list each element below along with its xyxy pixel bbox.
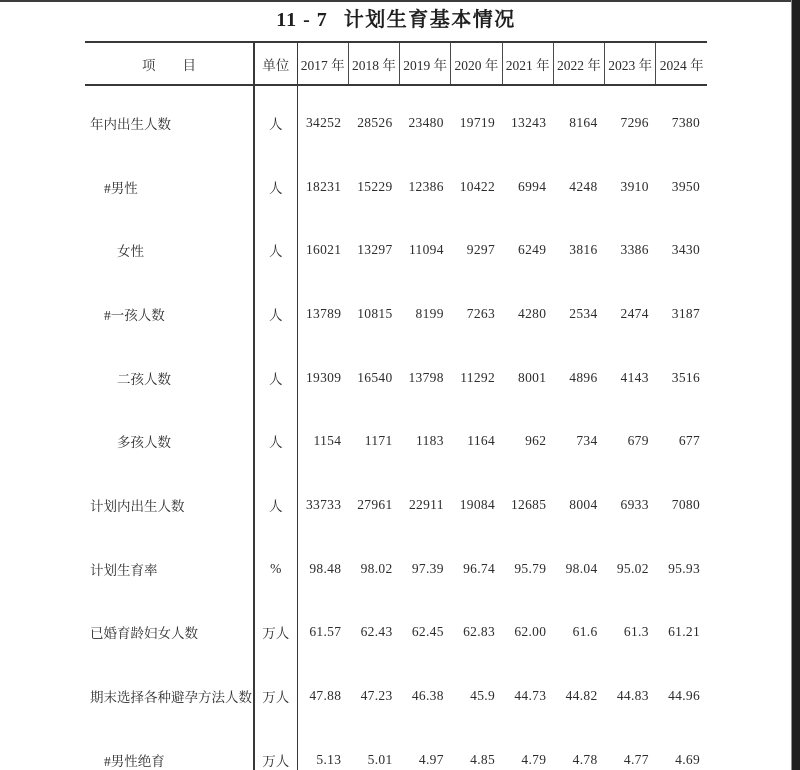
value-cell: 61.6 bbox=[572, 624, 598, 640]
value-cell: 16540 bbox=[357, 369, 393, 385]
value-cell: 7296 bbox=[620, 115, 649, 131]
table-number: 11 - 7 bbox=[276, 9, 328, 31]
table-row bbox=[85, 467, 707, 531]
value-cell: 15229 bbox=[357, 178, 393, 194]
row-unit-cell: 人 bbox=[254, 212, 297, 276]
value-cell: 96.74 bbox=[463, 560, 495, 576]
row-label-cell: 年内出生人数 bbox=[90, 117, 171, 133]
value-cell: 62.83 bbox=[463, 624, 495, 640]
table-title-text: 计划生育基本情况 bbox=[343, 9, 516, 31]
value-cell: 1164 bbox=[467, 433, 495, 449]
value-cell: 3430 bbox=[671, 242, 700, 258]
value-cell: 61.21 bbox=[668, 624, 700, 640]
row-unit-cell: % bbox=[254, 531, 297, 595]
statistics-table bbox=[85, 41, 707, 770]
scan-dark-edge bbox=[791, 0, 800, 770]
row-label-cell: 多孩人数 bbox=[117, 435, 171, 451]
row-label-cell: 女性 bbox=[117, 244, 144, 260]
value-cell: 98.02 bbox=[360, 560, 393, 576]
value-cell: 4.85 bbox=[470, 751, 495, 767]
value-cell: 18231 bbox=[306, 178, 342, 194]
value-cell: 3816 bbox=[569, 242, 598, 258]
value-cell: 7380 bbox=[671, 115, 700, 131]
value-cell: 27961 bbox=[357, 496, 393, 512]
value-cell: 6249 bbox=[518, 242, 547, 258]
row-unit-cell: 万人 bbox=[254, 658, 297, 722]
value-cell: 95.79 bbox=[514, 560, 547, 576]
value-cell: 34252 bbox=[306, 115, 342, 131]
value-cell: 98.48 bbox=[309, 560, 342, 576]
value-cell: 33733 bbox=[306, 496, 342, 512]
value-cell: 5.01 bbox=[367, 751, 393, 767]
row-unit-cell: 人 bbox=[254, 467, 297, 531]
col-header-year-2019: 2019 年 bbox=[400, 42, 451, 85]
value-cell: 19309 bbox=[306, 369, 342, 385]
value-cell: 10422 bbox=[459, 178, 495, 194]
value-cell: 4280 bbox=[518, 305, 547, 321]
row-label-cell: 计划内出生人数 bbox=[90, 498, 185, 514]
value-cell: 3516 bbox=[671, 369, 700, 385]
value-cell: 13243 bbox=[511, 115, 547, 131]
row-unit-cell: 人 bbox=[254, 340, 297, 404]
value-cell: 44.73 bbox=[514, 688, 547, 704]
value-cell: 7080 bbox=[671, 496, 700, 512]
value-cell: 13789 bbox=[306, 305, 342, 321]
value-cell: 4248 bbox=[569, 178, 598, 194]
page-top-edge-line bbox=[0, 0, 800, 2]
row-label-cell: 期末选择各种避孕方法人数 bbox=[90, 690, 252, 706]
value-cell: 13798 bbox=[408, 369, 444, 385]
value-cell: 4.69 bbox=[675, 751, 700, 767]
row-label-cell: 二孩人数 bbox=[117, 371, 171, 387]
value-cell: 8164 bbox=[569, 115, 598, 131]
value-cell: 4.79 bbox=[521, 751, 547, 767]
row-label-cell: #男性 bbox=[104, 180, 138, 196]
value-cell: 4.97 bbox=[418, 751, 444, 767]
value-cell: 3910 bbox=[620, 178, 649, 194]
value-cell: 5.13 bbox=[316, 751, 342, 767]
row-label-cell: #一孩人数 bbox=[104, 307, 165, 323]
col-header-year-2017: 2017 年 bbox=[297, 42, 348, 85]
value-cell: 28526 bbox=[357, 115, 393, 131]
value-cell: 3187 bbox=[671, 305, 700, 321]
value-cell: 44.96 bbox=[668, 688, 700, 704]
value-cell: 47.23 bbox=[360, 688, 393, 704]
col-header-year-2024: 2024 年 bbox=[656, 42, 707, 85]
value-cell: 12386 bbox=[408, 178, 444, 194]
value-cell: 677 bbox=[678, 433, 700, 449]
value-cell: 11094 bbox=[409, 242, 444, 258]
row-label-cell: 已婚育龄妇女人数 bbox=[90, 626, 198, 642]
value-cell: 4143 bbox=[620, 369, 649, 385]
row-unit-cell: 万人 bbox=[254, 595, 297, 659]
value-cell: 61.57 bbox=[309, 624, 342, 640]
value-cell: 16021 bbox=[306, 242, 342, 258]
value-cell: 46.38 bbox=[411, 688, 444, 704]
value-cell: 61.3 bbox=[623, 624, 649, 640]
value-cell: 9297 bbox=[466, 242, 495, 258]
row-label-cell: 计划生育率 bbox=[90, 562, 158, 578]
table-row bbox=[85, 658, 707, 722]
header-row bbox=[85, 42, 707, 85]
value-cell: 8199 bbox=[415, 305, 444, 321]
value-cell: 95.02 bbox=[616, 560, 649, 576]
col-header-year-2018: 2018 年 bbox=[348, 42, 399, 85]
value-cell: 97.39 bbox=[411, 560, 444, 576]
table-row bbox=[85, 403, 707, 467]
value-cell: 4.78 bbox=[572, 751, 598, 767]
value-cell: 1154 bbox=[313, 433, 342, 449]
value-cell: 13297 bbox=[357, 242, 393, 258]
table-row bbox=[85, 531, 707, 595]
table-body bbox=[85, 85, 707, 770]
row-unit-cell: 万人 bbox=[254, 722, 297, 770]
value-cell: 62.45 bbox=[411, 624, 444, 640]
value-cell: 962 bbox=[525, 433, 547, 449]
page-title bbox=[85, 3, 707, 32]
value-cell: 62.00 bbox=[514, 624, 547, 640]
value-cell: 10815 bbox=[357, 305, 393, 321]
row-unit-cell: 人 bbox=[254, 149, 297, 213]
table-row bbox=[85, 340, 707, 404]
value-cell: 45.9 bbox=[470, 688, 495, 704]
value-cell: 2474 bbox=[620, 305, 649, 321]
col-header-item: 项 目 bbox=[85, 42, 254, 85]
table-row bbox=[85, 595, 707, 659]
row-unit-cell: 人 bbox=[254, 403, 297, 467]
table-row bbox=[85, 149, 707, 213]
value-cell: 95.93 bbox=[668, 560, 700, 576]
table-row bbox=[85, 212, 707, 276]
value-cell: 22911 bbox=[409, 496, 444, 512]
value-cell: 734 bbox=[576, 433, 598, 449]
value-cell: 11292 bbox=[460, 369, 495, 385]
value-cell: 47.88 bbox=[309, 688, 342, 704]
table-row bbox=[85, 85, 707, 149]
value-cell: 7263 bbox=[466, 305, 495, 321]
value-cell: 23480 bbox=[408, 115, 444, 131]
row-unit-cell: 人 bbox=[254, 276, 297, 340]
value-cell: 19719 bbox=[459, 115, 495, 131]
row-label-cell: #男性绝育 bbox=[104, 753, 165, 769]
value-cell: 44.82 bbox=[565, 688, 598, 704]
value-cell: 12685 bbox=[511, 496, 547, 512]
value-cell: 6933 bbox=[620, 496, 649, 512]
value-cell: 1171 bbox=[364, 433, 393, 449]
col-header-year-2021: 2021 年 bbox=[502, 42, 553, 85]
value-cell: 8004 bbox=[569, 496, 598, 512]
value-cell: 19084 bbox=[459, 496, 495, 512]
value-cell: 2534 bbox=[569, 305, 598, 321]
value-cell: 4.77 bbox=[623, 751, 649, 767]
value-cell: 8001 bbox=[518, 369, 547, 385]
value-cell: 3950 bbox=[671, 178, 700, 194]
value-cell: 44.83 bbox=[616, 688, 649, 704]
col-header-year-2022: 2022 年 bbox=[553, 42, 604, 85]
value-cell: 3386 bbox=[620, 242, 649, 258]
table-row bbox=[85, 722, 707, 770]
value-cell: 4896 bbox=[569, 369, 598, 385]
value-cell: 98.04 bbox=[565, 560, 598, 576]
value-cell: 6994 bbox=[518, 178, 547, 194]
col-header-year-2020: 2020 年 bbox=[451, 42, 502, 85]
value-cell: 679 bbox=[627, 433, 649, 449]
row-unit-cell: 人 bbox=[254, 85, 297, 149]
col-header-unit: 单位 bbox=[254, 42, 297, 85]
value-cell: 62.43 bbox=[360, 624, 393, 640]
value-cell: 1183 bbox=[416, 433, 444, 449]
table-row bbox=[85, 276, 707, 340]
col-header-year-2023: 2023 年 bbox=[605, 42, 656, 85]
